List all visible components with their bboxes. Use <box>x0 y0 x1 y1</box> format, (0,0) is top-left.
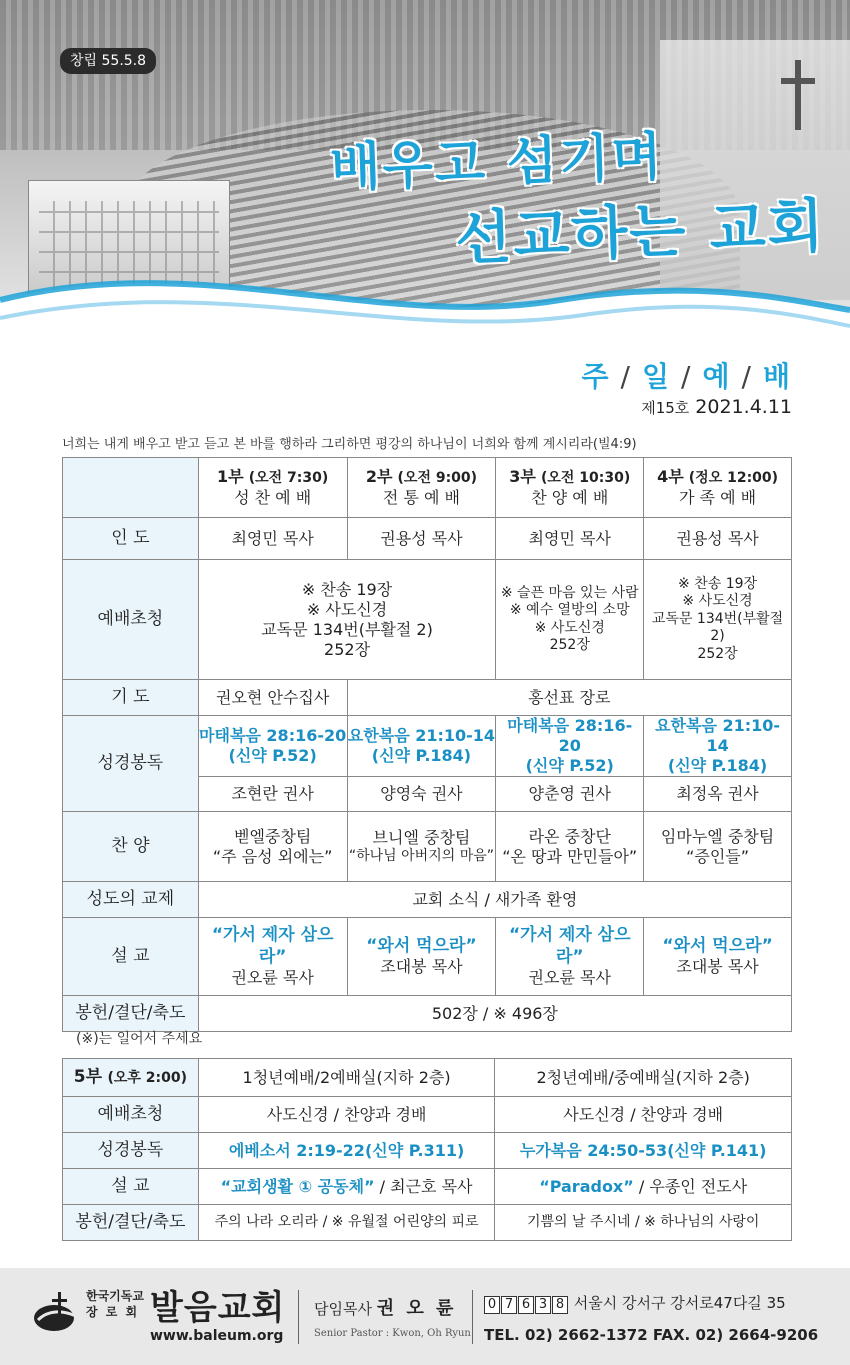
sermon-title: “Paradox” <box>539 1176 634 1196</box>
sermon-cell <box>347 918 496 996</box>
divider <box>472 1290 473 1344</box>
sermon-title: “와서 먹으라” <box>662 935 773 956</box>
invitation-row <box>63 560 792 680</box>
praise-team: 라온 중창단 <box>528 826 611 846</box>
service-header <box>644 458 792 518</box>
fellowship-row <box>63 882 792 918</box>
scripture-ref: 마태복음 28:16-20 <box>199 726 347 745</box>
scripture-cell <box>496 716 644 777</box>
invitation-item: ※ 사도신경 <box>306 599 388 619</box>
church-website-link[interactable]: www.baleum.org <box>150 1328 284 1344</box>
youth-sermon-1 <box>198 1169 495 1205</box>
reader-cell: 양영숙 권사 <box>347 777 496 812</box>
scripture-cell <box>347 716 496 777</box>
leader-cell: 권용성 목사 <box>347 518 496 560</box>
row-label: 예배초청 <box>63 1097 199 1133</box>
denomination-line: 한국기독교 <box>86 1289 144 1303</box>
scripture-cell <box>198 716 347 777</box>
service-name: 성 찬 예 배 <box>234 487 312 507</box>
table-header-row <box>63 458 792 518</box>
preacher: / 우종인 전도사 <box>633 1176 748 1196</box>
row-label: 성경봉독 <box>63 716 199 812</box>
invitation-item: ※ 사도신경 <box>682 593 753 610</box>
praise-song: “하나님 아버지의 마음” <box>348 847 494 864</box>
preacher: / 최근호 목사 <box>374 1176 473 1196</box>
row-label: 봉헌/결단/축도 <box>63 1205 199 1241</box>
row-label: 기 도 <box>63 680 199 716</box>
church-name: 발음교회 <box>150 1288 286 1328</box>
service-time: (오전 9:00) <box>397 470 478 487</box>
leader-row <box>63 518 792 560</box>
praise-team: 브니엘 중창팀 <box>372 827 471 847</box>
praise-team: 벧엘중창팀 <box>234 826 312 846</box>
praise-song: “주 음성 외에는” <box>212 846 333 866</box>
pastor-english: Senior Pastor : Kwon, Oh Ryun <box>314 1328 471 1339</box>
youth-scripture-row <box>63 1133 792 1169</box>
invitation-item: ※ 사도신경 <box>534 619 605 636</box>
youth-part: 5부 <box>73 1066 103 1087</box>
invitation-cell-1-2 <box>198 560 496 680</box>
offering-cell: 502장 / ※ 496장 <box>198 996 791 1032</box>
praise-song: “증인들” <box>686 846 750 866</box>
slogan-line-2: 선교하는 교회 <box>454 191 827 273</box>
divider <box>298 1290 299 1344</box>
preacher: 권오륜 목사 <box>528 967 611 987</box>
zip-digit: 3 <box>535 1296 551 1314</box>
pastor-label: 담임목사 <box>314 1300 372 1318</box>
row-label: 봉헌/결단/축도 <box>63 996 199 1032</box>
youth-scripture-2: 누가복음 24:50-53(신약 P.141) <box>495 1133 792 1169</box>
service-header <box>347 458 496 518</box>
preacher: 조대봉 목사 <box>380 957 463 977</box>
youth-offering-row <box>63 1205 792 1241</box>
reader-cell: 양춘영 권사 <box>496 777 644 812</box>
service-part: 1부 <box>217 467 244 487</box>
row-label: 성경봉독 <box>63 1133 199 1169</box>
praise-cell <box>644 812 792 882</box>
row-label: 설 교 <box>63 918 199 996</box>
sermon-cell <box>644 918 792 996</box>
leader-cell: 최영민 목사 <box>496 518 644 560</box>
praise-song: “온 땅과 만민들아” <box>502 846 638 866</box>
service-header <box>198 458 347 518</box>
row-label: 설 교 <box>63 1169 199 1205</box>
preacher: 조대봉 목사 <box>676 957 759 977</box>
zip-digit: 0 <box>484 1296 500 1314</box>
zip-digit: 7 <box>501 1296 517 1314</box>
invitation-cell-3 <box>496 560 644 680</box>
sermon-cell <box>496 918 644 996</box>
youth-col-1: 1청년예배/2예배실(지하 2층) <box>198 1059 495 1097</box>
title-char: 배 <box>762 360 794 393</box>
zip-digit: 8 <box>552 1296 568 1314</box>
invitation-item: 252장 <box>549 637 590 653</box>
reader-cell: 조현란 권사 <box>198 777 347 812</box>
praise-row <box>63 812 792 882</box>
page-title <box>581 355 794 395</box>
scripture-ref: 마태복음 28:16-20 <box>507 716 633 755</box>
title-char: 예 <box>702 360 734 393</box>
service-time: (오전 10:30) <box>540 470 631 487</box>
pastor-info <box>314 1294 456 1320</box>
header-corner <box>63 458 199 518</box>
service-name: 찬 양 예 배 <box>531 487 609 507</box>
prayer-row <box>63 680 792 716</box>
scripture-page: (신약 P.184) <box>667 756 768 775</box>
youth-scripture-1: 에베소서 2:19-22(신약 P.311) <box>198 1133 495 1169</box>
denomination-line: 장 로 회 <box>86 1305 140 1319</box>
title-sep: / <box>620 360 634 393</box>
praise-cell <box>347 812 496 882</box>
zip-digit: 6 <box>518 1296 534 1314</box>
bible-verse: 너희는 내게 배우고 받고 듣고 본 바를 행하라 그리하면 평강의 하나님이 너희와 함께 계시리라(빌4:9) <box>62 437 637 452</box>
invitation-item: ※ 찬송 19장 <box>301 579 393 599</box>
title-sep: / <box>741 360 755 393</box>
church-logo-icon <box>32 1290 82 1336</box>
hero-banner <box>0 0 850 360</box>
preacher: 권오륜 목사 <box>231 967 314 987</box>
address <box>484 1292 786 1314</box>
issue-date: 2021.4.11 <box>695 396 792 418</box>
youth-header-row <box>63 1059 792 1097</box>
reader-cell: 최정옥 권사 <box>644 777 792 812</box>
worship-order-table <box>62 457 792 1032</box>
scripture-ref: 요한복음 21:10-14 <box>347 726 496 745</box>
invitation-item: 252장 <box>697 645 738 662</box>
scripture-cell <box>644 716 792 777</box>
row-label: 찬 양 <box>63 812 199 882</box>
service-part: 2부 <box>365 467 393 487</box>
service-time: (오전 7:30) <box>248 470 329 487</box>
footer <box>0 1268 850 1365</box>
youth-invitation-row <box>63 1097 792 1133</box>
service-time: (정오 12:00) <box>688 470 779 487</box>
service-name: 가 족 예 배 <box>679 487 757 507</box>
phone-fax: TEL. 02) 2662-1372 FAX. 02) 2664-9206 <box>484 1326 819 1344</box>
prayer-cell-rest: 홍선표 장로 <box>347 680 791 716</box>
youth-sermon-2 <box>495 1169 792 1205</box>
invitation-item: ※ 슬픈 마음 있는 사람 <box>500 584 639 601</box>
scripture-page: (신약 P.52) <box>228 746 317 765</box>
prayer-cell-1: 권오현 안수집사 <box>198 680 347 716</box>
invitation-item: 교독문 134번(부활절 2) <box>261 619 433 639</box>
title-char: 주 <box>581 360 613 393</box>
title-sep: / <box>681 360 695 393</box>
street-address: 서울시 강서구 강서로47다길 35 <box>573 1294 786 1312</box>
youth-invitation-1: 사도신경 / 찬양과 경배 <box>198 1097 495 1133</box>
sermon-title: “가서 제자 삼으라” <box>211 925 334 967</box>
service-part: 3부 <box>509 467 536 487</box>
sermon-title: “교회생활 ① 공동체” <box>220 1176 375 1196</box>
standing-note: (※)는 일어서 주세요 <box>76 1031 203 1047</box>
praise-team: 임마누엘 중창팀 <box>660 826 775 846</box>
pastor-name: 권 오 륜 <box>376 1298 457 1319</box>
youth-sermon-row <box>63 1169 792 1205</box>
youth-header-label <box>63 1059 199 1097</box>
service-name: 전 통 예 배 <box>382 487 460 507</box>
youth-offering-2: 기쁨의 날 주시네 / ※ 하나님의 사랑이 <box>495 1205 792 1241</box>
praise-cell <box>198 812 347 882</box>
invitation-item: 252장 <box>324 639 371 659</box>
service-header <box>496 458 644 518</box>
row-label: 인 도 <box>63 518 199 560</box>
issue-info <box>641 396 792 418</box>
founding-badge: 창립 55.5.8 <box>60 48 156 74</box>
fellowship-cell: 교회 소식 / 새가족 환영 <box>198 882 791 918</box>
praise-cell <box>496 812 644 882</box>
youth-col-2: 2청년예배/중예배실(지하 2층) <box>495 1059 792 1097</box>
sermon-row <box>63 918 792 996</box>
invitation-cell-4 <box>644 560 792 680</box>
youth-worship-table <box>62 1058 792 1241</box>
invitation-item: 교독문 134번(부활절 2) <box>651 610 784 645</box>
youth-invitation-2: 사도신경 / 찬양과 경배 <box>495 1097 792 1133</box>
scripture-ref: 요한복음 21:10-14 <box>655 716 781 755</box>
row-label: 예배초청 <box>63 560 199 680</box>
offering-row <box>63 996 792 1032</box>
title-char: 일 <box>641 360 673 393</box>
scripture-row <box>63 716 792 777</box>
sermon-cell <box>198 918 347 996</box>
issue-number: 제15호 <box>641 399 690 417</box>
scripture-page: (신약 P.52) <box>525 756 614 775</box>
service-part: 4부 <box>657 467 684 487</box>
denomination <box>86 1288 144 1320</box>
invitation-item: ※ 예수 열방의 소망 <box>509 602 630 618</box>
youth-time: (오후 2:00) <box>107 1069 188 1086</box>
sermon-title: “가서 제자 삼으라” <box>508 925 631 967</box>
leader-cell: 권용성 목사 <box>644 518 792 560</box>
invitation-item: ※ 찬송 19장 <box>678 575 758 592</box>
youth-offering-1: 주의 나라 오리라 / ※ 유월절 어린양의 피로 <box>198 1205 495 1241</box>
scripture-page: (신약 P.184) <box>371 746 472 765</box>
row-label: 성도의 교제 <box>63 882 199 918</box>
leader-cell: 최영민 목사 <box>198 518 347 560</box>
slogan-line-1: 배우고 섬기며 <box>329 127 665 199</box>
sermon-title: “와서 먹으라” <box>366 935 477 956</box>
